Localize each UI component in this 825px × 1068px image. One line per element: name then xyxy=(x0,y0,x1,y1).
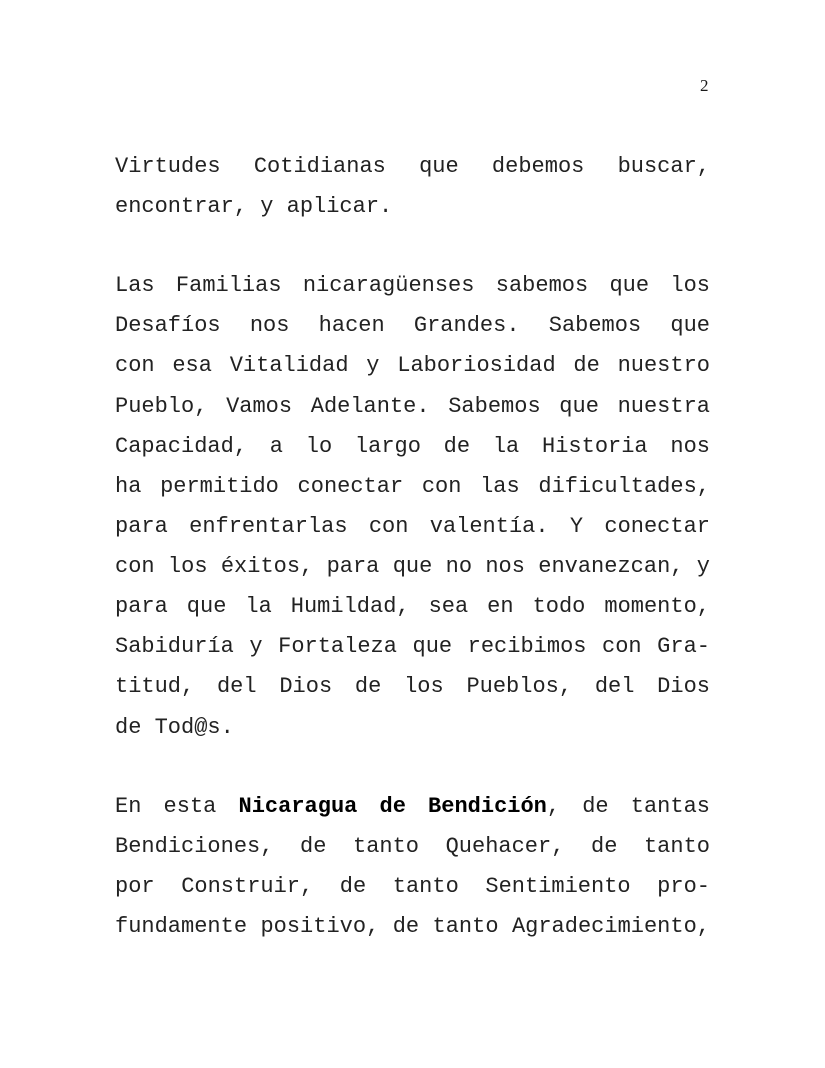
text-line: Sabiduría y Fortaleza que recibimos con Gra- xyxy=(115,634,710,659)
text-line: para enfrentarlas con valentía. Y conectar xyxy=(115,514,710,539)
text-line: con esa Vitalidad y Laboriosidad de nuestro xyxy=(115,353,710,378)
text-line: con los éxitos, para que no nos envanezcan, y xyxy=(115,554,710,579)
text-line: titud, del Dios de los Pueblos, del Dios xyxy=(115,674,710,699)
text-line: fundamente positivo, de tanto Agradecimiento, xyxy=(115,914,710,939)
text-line xyxy=(115,787,710,827)
text-line: Bendiciones, de tanto Quehacer, de tanto xyxy=(115,834,710,859)
bold-phrase: Nicaragua de Bendición xyxy=(238,794,547,819)
text-line: para que la Humildad, sea en todo momento, xyxy=(115,594,710,619)
page-number: 2 xyxy=(700,76,709,95)
text-line: Desafíos nos hacen Grandes. Sabemos que xyxy=(115,313,710,338)
text-line: Pueblo, Vamos Adelante. Sabemos que nuestra xyxy=(115,394,710,419)
text-line: encontrar, y aplicar. xyxy=(115,194,393,219)
text-line: de Tod@s. xyxy=(115,715,234,740)
text-line: Virtudes Cotidianas que debemos buscar, xyxy=(115,154,710,179)
text-line: ha permitido conectar con las dificultades, xyxy=(115,474,710,499)
text-line: Las Familias nicaragüenses sabemos que los xyxy=(115,273,710,298)
text-line: Capacidad, a lo largo de la Historia nos xyxy=(115,434,710,459)
text-line: por Construir, de tanto Sentimiento pro- xyxy=(115,874,710,899)
text-span: En esta xyxy=(115,794,217,819)
text-span: , de tantas xyxy=(546,794,710,819)
